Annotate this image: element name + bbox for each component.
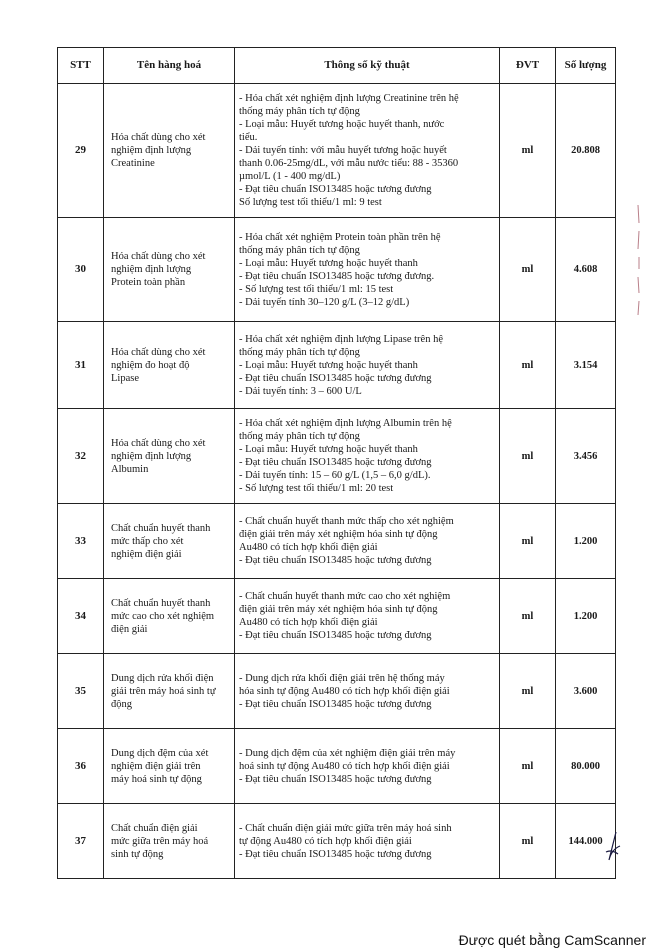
table-header-row [58, 48, 616, 84]
row-product-name [104, 409, 235, 504]
table-row [58, 322, 616, 409]
spec-line: - Loại mẫu: Huyết tương hoặc huyết thanh, nước [239, 119, 445, 130]
row-product-name [104, 654, 235, 729]
row-specification [235, 322, 500, 409]
spec-line: hoá sinh tự động Au480 có tích hợp khối điện giải [239, 760, 450, 772]
header-unit: ĐVT [500, 48, 556, 84]
product-name-line: sinh tự động [111, 848, 164, 860]
specification-table [57, 47, 616, 879]
product-name-line: điện giải [111, 623, 148, 635]
header-name: Tên hàng hoá [104, 48, 235, 84]
header-qty: Số lượng [556, 48, 616, 84]
product-name-line: nghiệm định lượng [111, 145, 192, 156]
spec-line: - Loại mẫu: Huyết tương hoặc huyết thanh [239, 444, 418, 455]
product-name-line: Chất chuẩn huyết thanh [111, 597, 211, 609]
header-stt: STT [58, 48, 104, 84]
product-name-line: nghiệm định lượng [111, 264, 192, 275]
product-name-line: mức giữa trên máy hoá [111, 835, 209, 847]
spec-line: Au480 có tích hợp khối điện giải [239, 542, 378, 553]
product-name-line: Albumin [111, 463, 149, 475]
spec-line: - Đạt tiêu chuẩn ISO13485 hoặc tương đương [239, 848, 432, 860]
spec-line: tiểu. [239, 132, 258, 143]
product-name-line: Dung dịch đệm của xét [111, 747, 209, 759]
spec-line: thống máy phân tích tự động [239, 346, 360, 358]
row-stt: 37 [58, 804, 104, 879]
table-row [58, 218, 616, 322]
spec-line: hóa sinh tự động Au480 có tích hợp khối điện giải [239, 685, 450, 697]
spec-line: - Chất chuẩn điện giải mức giữa trên máy hoá sinh [239, 822, 452, 834]
row-specification [235, 409, 500, 504]
spec-line: - Loại mẫu: Huyết tương hoặc huyết thanh [239, 359, 418, 371]
spec-line: thống máy phân tích tự động [239, 106, 360, 117]
row-quantity: 4.608 [556, 218, 616, 322]
camscanner-watermark: Được quét bằng CamScanner [458, 932, 646, 948]
spec-line: Au480 có tích hợp khối điện giải [239, 617, 378, 628]
row-specification [235, 729, 500, 804]
row-stt: 32 [58, 409, 104, 504]
row-quantity: 3.154 [556, 322, 616, 409]
spec-line: - Chất chuẩn huyết thanh mức thấp cho xét nghiệm [239, 516, 454, 527]
product-name-line: mức thấp cho xét [111, 535, 184, 547]
row-product-name [104, 504, 235, 579]
spec-line: tự động Au480 có tích hợp khối điện giải [239, 835, 412, 847]
spec-line: - Hóa chất xét nghiệm định lượng Albumin trên hệ [239, 418, 452, 429]
product-name-line: động [111, 698, 132, 710]
spec-line: - Hóa chất xét nghiệm Protein toàn phần trên hệ [239, 231, 441, 243]
spec-line: - Dải tuyến tính: 3 – 600 U/L [239, 385, 362, 397]
row-unit: ml [500, 409, 556, 504]
spec-line: thống máy phân tích tự động [239, 431, 360, 442]
product-name-line: nghiệm đo hoạt độ [111, 359, 190, 371]
row-specification [235, 804, 500, 879]
row-stt: 29 [58, 84, 104, 218]
spec-line: µmol/L (1 - 400 mg/dL) [239, 171, 341, 182]
product-name-line: Hóa chất dùng cho xét [111, 251, 206, 262]
spec-line: - Dải tuyến tính 30–120 g/L (3–12 g/dL) [239, 296, 410, 308]
product-name-line: Hóa chất dùng cho xét [111, 437, 206, 449]
product-name-line: máy hoá sinh tự động [111, 773, 202, 785]
table-row [58, 729, 616, 804]
table-row [58, 654, 616, 729]
row-product-name [104, 322, 235, 409]
row-specification [235, 654, 500, 729]
row-quantity: 3.600 [556, 654, 616, 729]
spec-line: - Đạt tiêu chuẩn ISO13485 hoặc tương đương [239, 630, 432, 641]
row-product-name [104, 579, 235, 654]
spec-line: - Dung dịch đệm của xét nghiệm điện giải trên máy [239, 747, 456, 759]
product-name-line: Hóa chất dùng cho xét [111, 346, 206, 358]
product-name-line: nghiệm định lượng [111, 450, 192, 462]
product-name-line: Dung dịch rửa khối điện [111, 672, 214, 684]
spec-line: - Dải tuyến tính: với mẫu huyết tương hoặc huyết [239, 145, 447, 156]
margin-pen-mark [636, 205, 642, 315]
spec-line: - Đạt tiêu chuẩn ISO13485 hoặc tương đương. [239, 270, 435, 282]
row-specification [235, 504, 500, 579]
spec-line: - Đạt tiêu chuẩn ISO13485 hoặc tương đương [239, 698, 432, 710]
spec-line: - Loại mẫu: Huyết tương hoặc huyết thanh [239, 257, 418, 269]
table-row [58, 579, 616, 654]
product-name-line: Hóa chất dùng cho xét [111, 132, 206, 143]
header-spec: Thông số kỹ thuật [235, 48, 500, 84]
row-unit: ml [500, 218, 556, 322]
row-product-name [104, 218, 235, 322]
table-row [58, 84, 616, 218]
row-quantity: 3.456 [556, 409, 616, 504]
row-unit: ml [500, 84, 556, 218]
row-stt: 34 [58, 579, 104, 654]
product-name-line: Protein toàn phần [111, 277, 186, 288]
product-name-line: nghiệm điện giải trên [111, 760, 201, 772]
row-quantity: 20.808 [556, 84, 616, 218]
row-quantity: 1.200 [556, 579, 616, 654]
table-row [58, 804, 616, 879]
spec-line: - Đạt tiêu chuẩn ISO13485 hoặc tương đương [239, 457, 432, 468]
spec-line: - Đạt tiêu chuẩn ISO13485 hoặc tương đương [239, 184, 432, 195]
row-stt: 33 [58, 504, 104, 579]
spec-line: Số lượng test tối thiểu/1 ml: 9 test [239, 197, 382, 208]
initial-pen-mark [600, 830, 624, 864]
spec-line: - Dải tuyến tính: 15 – 60 g/L (1,5 – 6,0 g/dL). [239, 470, 431, 481]
spec-line: thống máy phân tích tự động [239, 244, 360, 256]
row-quantity: 144.000 [556, 804, 616, 879]
row-specification [235, 218, 500, 322]
spec-line: điện giải trên máy xét nghiệm hóa sinh tự động [239, 529, 438, 540]
spec-line: - Số lượng test tối thiểu/1 ml: 15 test [239, 283, 394, 295]
spec-line: - Chất chuẩn huyết thanh mức cao cho xét nghiệm [239, 591, 451, 602]
product-name-line: Chất chuẩn điện giải [111, 822, 198, 834]
row-stt: 30 [58, 218, 104, 322]
row-quantity: 80.000 [556, 729, 616, 804]
spec-line: điện giải trên máy xét nghiệm hóa sinh tự động [239, 604, 438, 615]
row-product-name [104, 804, 235, 879]
spec-line: thanh 0.06-25mg/dL, với mẫu nước tiểu: 88 - 35360 [239, 158, 459, 169]
product-name-line: mức cao cho xét nghiệm [111, 610, 215, 622]
spec-line: - Đạt tiêu chuẩn ISO13485 hoặc tương đương [239, 372, 432, 384]
spec-line: - Dung dịch rửa khối điện giải trên hệ thống máy [239, 672, 445, 684]
row-specification [235, 84, 500, 218]
row-unit: ml [500, 654, 556, 729]
product-name-line: Creatinine [111, 158, 155, 169]
row-stt: 36 [58, 729, 104, 804]
spec-line: - Hóa chất xét nghiệm định lượng Lipase trên hệ [239, 333, 443, 345]
product-name-line: nghiệm điện giải [111, 548, 182, 560]
row-stt: 35 [58, 654, 104, 729]
spec-line: - Đạt tiêu chuẩn ISO13485 hoặc tương đương [239, 773, 432, 785]
row-product-name [104, 84, 235, 218]
product-name-line: Lipase [111, 372, 139, 384]
spec-line: - Số lượng test tối thiểu/1 ml: 20 test [239, 483, 394, 494]
table-row [58, 409, 616, 504]
row-unit: ml [500, 579, 556, 654]
row-unit: ml [500, 504, 556, 579]
product-name-line: Chất chuẩn huyết thanh [111, 522, 211, 534]
row-unit: ml [500, 804, 556, 879]
spec-line: - Đạt tiêu chuẩn ISO13485 hoặc tương đương [239, 555, 432, 566]
row-unit: ml [500, 729, 556, 804]
row-stt: 31 [58, 322, 104, 409]
product-name-line: giải trên máy hoá sinh tự [111, 685, 216, 697]
row-quantity: 1.200 [556, 504, 616, 579]
row-unit: ml [500, 322, 556, 409]
row-product-name [104, 729, 235, 804]
spec-line: - Hóa chất xét nghiệm định lượng Creatinine trên hệ [239, 93, 459, 104]
row-specification [235, 579, 500, 654]
table-row [58, 504, 616, 579]
